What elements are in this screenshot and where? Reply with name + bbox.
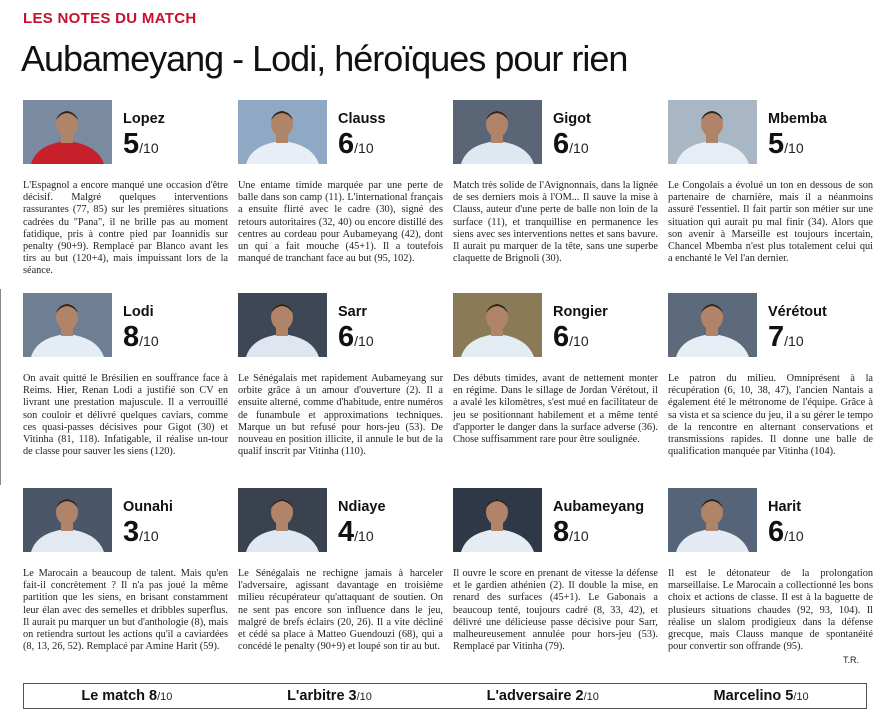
summary-label: L'arbitre 3	[287, 688, 357, 704]
player-photo	[668, 488, 757, 552]
page-title: Aubameyang - Lodi, héroïques pour rien	[21, 38, 628, 79]
player-photo-image	[23, 488, 112, 552]
summary-match	[81, 687, 172, 705]
player-grade	[768, 128, 804, 161]
player-review: Il est le détonateur de la prolongation marseillaise. Le Marocain a collectionné les bons choix et actions de classe. Il est à la baguette de plusieurs situations chaudes (92, 93, 104). Il réalise un slalom prodigieux dans la défense grecque, mais Clauss manque de spontanéité pour convertir son offrande (95).	[668, 568, 873, 653]
player-review: Le patron du milieu. Omniprésent à la récupération (6, 10, 38, 47), l'ancien Nantais a également été le métronome de l'équipe. Grâce à sa vista et sa science du jeu, il a su gérer le tempo de la rencontre en alternant conservations et transmissions rapides. Il donne une balle de qualification manquée par Vitinha (104).	[668, 373, 873, 458]
summary-scale: /10	[583, 691, 599, 703]
player-name: Mbemba	[768, 111, 827, 127]
grade-scale: /10	[784, 140, 804, 156]
grade-value: 6	[553, 321, 570, 353]
player-photo	[453, 100, 542, 164]
summary-referee	[287, 687, 372, 705]
grade-value: 8	[123, 321, 140, 353]
player-photo	[668, 293, 757, 357]
player-review: Le Sénégalais met rapidement Aubameyang sur orbite grâce à un amour d'ouverture (2). Il a ensuite alterné, comme d'habitude, entre numéros de funambule et approximations techniques. Marque un but refusé pour hors-jeu (53). De nouveau en position illicite, il annule le but de la qualif inscrit par Vitinha (110).	[238, 373, 443, 458]
player-grade	[553, 128, 589, 161]
player-name: Vérétout	[768, 304, 827, 320]
grade-value: 6	[338, 128, 355, 160]
player-grade	[123, 321, 159, 354]
player-photo	[238, 100, 327, 164]
summary-coach	[714, 687, 809, 705]
player-photo-image	[668, 488, 757, 552]
grade-scale: /10	[139, 333, 159, 349]
player-name: Aubameyang	[553, 499, 645, 515]
grade-scale: /10	[354, 528, 374, 544]
summary-opponent	[487, 687, 599, 705]
section-kicker: LES NOTES DU MATCH	[23, 10, 197, 27]
grade-scale: /10	[354, 333, 374, 349]
grade-scale: /10	[569, 333, 589, 349]
player-review: Match très solide de l'Avignonnais, dans la lignée de ses derniers mois à l'OM... Il sauve la mise à Clauss, auteur d'une perte de balle non loin de la surface (11), et tranquillise en permanence les siens avec ses interventions nettes et sans bavure. Il aurait pu marquer de la tête, sans une superbe claquette de Brignoli (30).	[453, 180, 658, 265]
player-review: Il ouvre le score en prenant de vitesse la défense et le gardien athénien (2). Il double la mise, en renard des surfaces (45+1). Le Gabonais a beaucoup tenté, toujours cadré (8, 33, 42), et délivré une délicieuse passe décisive pour Sarr, malheureusement annulée pour hors-jeu (53). Remplacé par Vitinha (79).	[453, 568, 658, 653]
summary-scale: /10	[793, 691, 809, 703]
player-name: Ndiaye	[338, 499, 386, 515]
grade-scale: /10	[784, 528, 804, 544]
player-photo-image	[23, 293, 112, 357]
summary-scale: /10	[356, 691, 372, 703]
player-review: Une entame timide marquée par une perte de balle dans son camp (11). L'international français a ensuite flirté avec le cadre (30), signé des retours autoritaires (32, 40) ou encore distillé des centres au cordeau pour Aubameyang (42), dont un qui a fait mouche (45+1). Il a toutefois manqué de tranchant face au but (95, 102).	[238, 180, 443, 265]
player-photo	[453, 293, 542, 357]
player-grade	[768, 321, 804, 354]
grade-value: 6	[768, 516, 785, 548]
summary-label: L'adversaire 2	[486, 688, 584, 704]
player-photo-image	[453, 488, 542, 552]
player-grade	[553, 321, 589, 354]
player-review: L'Espagnol a encore manqué une occasion d'être décisif. Malgré quelques interventions rassurantes (77, 85) sur les premières situations cadrées du "Pana", il ne brille pas au moment fatidique, pris à contre pied par Ioannidis sur penalty (90+9). Remplacé par Blanco avant les tirs au but (120+4), mais impuissant lors de la séance.	[23, 180, 228, 277]
player-photo	[23, 488, 112, 552]
player-review: Le Congolais a évolué un ton en dessous de son partenaire de charnière, mais il a néanmoins assuré l'essentiel. Il fait partir son métier sur une situation qui aurait pu mal finir (34). Alors que son avenir à Marseille est toujours incertain, Chancel Mbemba n'est plus totalement celui qui a enchanté le Vel l'an dernier.	[668, 180, 873, 265]
player-photo-image	[453, 293, 542, 357]
player-review: On avait quitté le Brésilien en souffrance face à Reims. Hier, Renan Lodi a justifié son CV en livrant une prestation majuscule. Il a verrouillé son couloir et délivré quelques caviars, comme ces quasi-passes décisives pour Gigot (30) et Vitinha (81, 118). Infatigable, il réalise un-tour de classe pour sauver les siens (120).	[23, 373, 228, 458]
player-name: Rongier	[553, 304, 608, 320]
player-review: Le Sénégalais ne rechigne jamais à harceler l'adversaire, agissant davantage en troisième milieu récupérateur qu'attaquant de soutien. On ne sent pas encore son influence dans le jeu, malgré de brefs éclairs (20, 26). Il a vite décliné et cédé sa place à Matteo Guendouzi (68), qui a concédé le penalty (90+9) et loupé son tir au but.	[238, 568, 443, 653]
player-photo-image	[23, 100, 112, 164]
grade-value: 5	[123, 128, 140, 160]
grade-value: 6	[338, 321, 355, 353]
summary-bar	[23, 683, 867, 709]
summary-scale: /10	[157, 691, 173, 703]
player-name: Sarr	[338, 304, 368, 320]
player-name: Lodi	[123, 304, 154, 320]
grade-value: 3	[123, 516, 140, 548]
player-grade	[768, 516, 804, 549]
player-name: Ounahi	[123, 499, 173, 515]
grade-value: 5	[768, 128, 785, 160]
player-photo-image	[668, 293, 757, 357]
player-photo	[238, 293, 327, 357]
player-photo-image	[668, 100, 757, 164]
player-photo	[453, 488, 542, 552]
player-review: Le Marocain a beaucoup de talent. Mais qu'en fait-il concrètement ? Il n'a pas joué la même partition que les siens, en brisant constamment leur élan avec des semelles et dribbles superflus. Il aurait pu marquer un but d'anthologie (8), mais on retiendra surtout les actions qu'il a caviardées (8, 13, 26, 52). Remplacé par Amine Harit (59).	[23, 568, 228, 653]
player-review: Des débuts timides, avant de nettement monter en régime. Dans le sillage de Jordan Vérétout, il a avalé les kilomètres, s'est mué en facilitateur de jeu se positionnant habilement et a même tenté d'apporter le danger dans la surface adverse (36). Chose suffisamment rare pour être soulignée.	[453, 373, 658, 446]
player-photo	[238, 488, 327, 552]
player-photo-image	[238, 293, 327, 357]
player-photo	[23, 100, 112, 164]
player-name: Gigot	[553, 111, 591, 127]
player-photo-image	[238, 488, 327, 552]
player-grade	[338, 321, 374, 354]
player-grade	[123, 128, 159, 161]
grade-scale: /10	[569, 140, 589, 156]
player-photo	[668, 100, 757, 164]
player-photo-image	[453, 100, 542, 164]
grade-scale: /10	[354, 140, 374, 156]
summary-label: Marcelino 5	[713, 688, 794, 704]
player-name: Harit	[768, 499, 802, 515]
grade-value: 4	[338, 516, 355, 548]
player-grade	[338, 516, 374, 549]
grade-scale: /10	[139, 528, 159, 544]
grade-scale: /10	[784, 333, 804, 349]
left-edge-mark	[0, 289, 3, 485]
player-photo	[23, 293, 112, 357]
player-name: Lopez	[123, 111, 165, 127]
grade-scale: /10	[569, 528, 589, 544]
grade-value: 8	[553, 516, 570, 548]
grade-value: 7	[768, 321, 785, 353]
player-photo-image	[238, 100, 327, 164]
player-grade	[338, 128, 374, 161]
player-grade	[123, 516, 159, 549]
author-signature: T.R.	[843, 655, 860, 665]
grade-value: 6	[553, 128, 570, 160]
player-grade	[553, 516, 589, 549]
summary-label: Le match 8	[81, 688, 158, 704]
player-name: Clauss	[338, 111, 386, 127]
grade-scale: /10	[139, 140, 159, 156]
